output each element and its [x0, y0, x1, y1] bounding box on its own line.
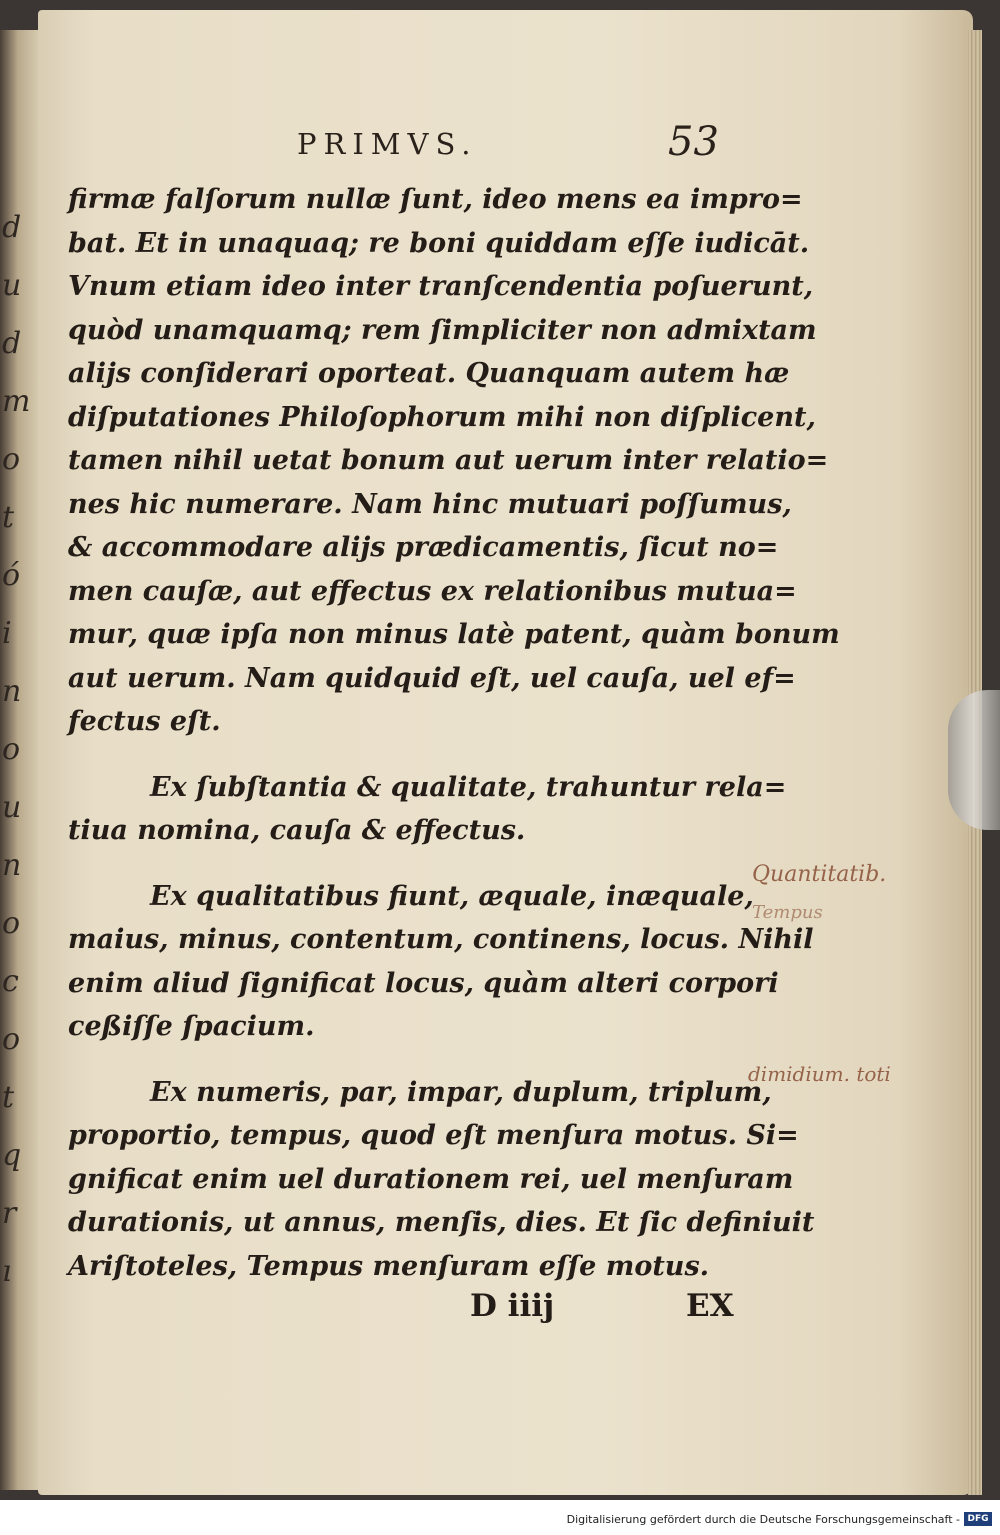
previous-page-fragment: r	[2, 1196, 17, 1231]
previous-page-fragment: ó	[2, 558, 21, 593]
previous-page-fragment: d	[2, 326, 22, 361]
previous-page-fragment: i	[2, 616, 12, 651]
signature-mark: D iiij	[470, 1288, 555, 1324]
paragraph	[68, 1071, 815, 1289]
text-line: quòd unamquamq; rem ſimpliciter non admixtam	[68, 314, 817, 346]
text-line: proportio, tempus, quod eſt menſura motus. Si=	[68, 1120, 799, 1151]
text-line: mur, quæ ipſa non minus latè patent, quàm bonum	[68, 619, 840, 650]
text-line: Ex numeris, par, impar, duplum, triplum,	[150, 1076, 772, 1108]
previous-page-fragment: c	[2, 964, 19, 999]
previous-page-fragment: n	[2, 674, 22, 709]
text-line: fectus eſt.	[68, 706, 221, 737]
text-line: alijs conſiderari oporteat. Quanquam autem hæ	[68, 358, 790, 389]
running-head	[0, 119, 1000, 165]
previous-page-fragment: q	[2, 1138, 22, 1173]
text-line: firmæ falſorum nullæ ſunt, ideo mens ea impro=	[68, 184, 803, 215]
previous-page-fragment: ı	[2, 1254, 12, 1289]
previous-page-fragment: o	[2, 442, 21, 477]
catchword: EX	[686, 1288, 734, 1324]
text-line: maius, minus, contentum, continens, locus. Nihil	[68, 924, 814, 955]
text-line: nes hic numerare. Nam hinc mutuari poſſumus,	[68, 488, 792, 520]
text-line: & accommodare alijs prædicamentis, ſicut no=	[68, 532, 779, 563]
paragraph	[68, 178, 840, 744]
paragraph	[68, 766, 787, 853]
text-line: aut uerum. Nam quidquid eſt, uel cauſa, uel ef=	[68, 662, 796, 694]
text-line: Ex ſubſtantia & qualitate, trahuntur rela=	[150, 771, 787, 803]
previous-page-fragment: n	[2, 848, 22, 883]
page-number: 53	[668, 119, 719, 165]
text-line: Vnum etiam ideo inter tranſcendentia poſuerunt,	[68, 271, 814, 302]
previous-page-fragment: d	[2, 210, 22, 245]
marginal-note: Quantitatib.	[752, 862, 887, 887]
text-line: men cauſæ, aut effectus ex relationibus mutua=	[68, 575, 797, 607]
previous-page-fragment: t	[2, 500, 15, 535]
previous-page-fragment: o	[2, 1022, 21, 1057]
marginal-note: dimidium. toti	[748, 1062, 891, 1086]
running-title: PRIMVS.	[297, 127, 478, 161]
previous-page-fragment: o	[2, 906, 21, 941]
marginal-note: Tempus	[752, 902, 823, 923]
text-line: bat. Et in unaquaq; re boni quiddam eſſe iudicāt.	[68, 227, 810, 259]
previous-page-fragment: u	[2, 790, 22, 825]
funding-credit: Digitalisierung gefördert durch die Deutsche Forschungsgemeinschaft -	[566, 1513, 960, 1526]
text-line: gnificat enim uel durationem rei, uel menſuram	[68, 1163, 794, 1195]
previous-page-fragment: u	[2, 268, 22, 303]
text-line: tiua nomina, cauſa & effectus.	[68, 815, 526, 846]
text-line: ceßiſſe ſpacium.	[68, 1011, 315, 1042]
previous-page-edge	[0, 30, 40, 1490]
text-line: Ariſtoteles, Tempus menſuram eſſe motus.	[68, 1250, 710, 1282]
text-line: tamen nihil uetat bonum aut uerum inter relatio=	[68, 445, 829, 476]
text-line: durationis, ut annus, menſis, dies. Et ſic definiuit	[68, 1207, 815, 1238]
previous-page-fragment: o	[2, 732, 21, 767]
footer-bar	[0, 1500, 1000, 1535]
dfg-logo: DFG	[964, 1512, 992, 1526]
text-line: diſputationes Philoſophorum mihi non diſplicent,	[68, 401, 816, 433]
previous-page-fragment: t	[2, 1080, 15, 1115]
page-holder-clip	[948, 690, 1000, 830]
text-line: Ex qualitatibus fiunt, æquale, inæquale,	[150, 880, 754, 912]
previous-page-fragment: m	[2, 384, 31, 419]
text-line: enim aliud ſignificat locus, quàm alteri corpori	[68, 967, 779, 999]
